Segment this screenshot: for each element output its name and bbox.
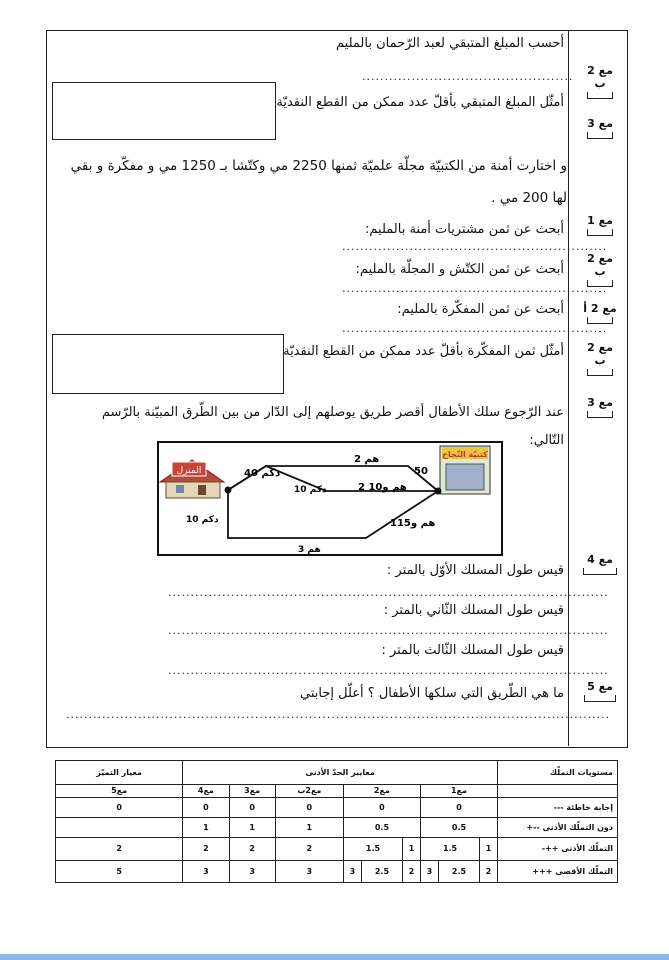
header-min-criteria: معايير الحدّ الأدنى (183, 761, 498, 785)
question-which-route: ما هي الطّريق التي سلكها الأطفال ؟ أعلّل إجابتي (300, 686, 564, 701)
criterion-badge: مع 3 (580, 396, 620, 418)
grading-table: مستويات التملّك معايير الحدّ الأدنى معيار التميّز مع1 مع2 مع2ب مع3 مع4 مع5 إجابة خاطئة --- 0 0 0 0 0 0 دون التملّك الأدنى --+ 0.5 0.5 1 1 1 التملّك الأدنى ++- 1 1.5 1 1.5 2 2 2 2 التملّك الأقصى +++ 2 2.5 3 2 2.5 3 3 3 3 5 (55, 760, 618, 883)
label-10dkm-mid: 10 دكم (294, 485, 327, 495)
row-label: التملّك الأقصى +++ (498, 860, 618, 882)
routes-diagram (156, 440, 506, 558)
answer-dots[interactable]: .................................................................................................. (168, 624, 609, 637)
bookshop-window (446, 464, 484, 490)
answer-dots[interactable]: ........................................................... (342, 282, 608, 295)
label-50: 50 (414, 466, 428, 477)
route-question-line-1: عند الرّجوع سلك الأطفال أقصر طريق يوصلهم إلى الدّار من بين الطّرق المبيّنة بالرّسم (101, 405, 564, 420)
answer-dots[interactable]: .................................................................................................. (168, 586, 609, 599)
header-excellence: معيار التميّز (56, 761, 183, 785)
header-levels: مستويات التملّك (498, 761, 618, 785)
label-10dkm-left: 10 دكم (186, 515, 219, 525)
bottom-bar (0, 954, 669, 960)
answer-dots[interactable]: ........................................................... (342, 240, 608, 253)
coins-answer-box[interactable] (52, 82, 276, 140)
row-label: دون التملّك الأدنى --+ (498, 817, 618, 837)
answer-dots[interactable]: .................................................................................................. (168, 664, 609, 677)
question-remaining-amount: أحسب المبلغ المتبقي لعبد الرّحمان بالمليم (336, 36, 564, 51)
route-question-line-2: التّالي: (529, 433, 564, 448)
criterion-badge: مع 3 (580, 117, 620, 139)
crit-3: مع3 (229, 785, 275, 797)
bookshop-label: كتبيّة النّجاح (442, 450, 488, 459)
label-2hm-10: 2 هم و10 (358, 482, 407, 493)
criterion-badge: مع 5 (580, 680, 620, 702)
story-line-1: و اختارت أمنة من الكتبيّة مجلّة علميّة ثمنها 2250 مي وكتّشا بـ 1250 مي و مفكّرة و بقي (70, 158, 567, 174)
label-3hm: 3 هم (298, 545, 321, 555)
criterion-badge: مع 2 ب (580, 64, 620, 99)
story-line-2: لها 200 مي . (491, 190, 567, 206)
criteria-column-divider (568, 30, 569, 746)
criterion-badge: مع 4 (580, 553, 620, 575)
question-represent-remaining: أمثّل المبلغ المتبقي بأقلّ عدد ممكن من القطع النقديّة (276, 95, 564, 110)
question-purchases: أبحث عن ثمن مشتريات أمنة بالمليم: (365, 222, 564, 237)
crit-2b: مع2ب (275, 785, 343, 797)
criterion-badge: مع 2 أ (580, 302, 620, 324)
answer-dots[interactable]: ............................................... (362, 70, 574, 83)
question-notebook-price: أبحث عن ثمن المفكّرة بالمليم: (397, 302, 564, 317)
question-measure-1: قيس طول المسلك الأوّل بالمتر : (386, 563, 564, 578)
criterion-badge: مع 2 ب (580, 252, 620, 287)
label-1hm15: 1هم و15 (390, 518, 436, 529)
crit-4: مع4 (183, 785, 229, 797)
crit-1: مع1 (420, 785, 497, 797)
question-measure-3: قيس طول المسلك الثّالث بالمتر : (381, 643, 564, 658)
criterion-badge: مع 2 ب (580, 341, 620, 376)
house-label: المنزل (176, 466, 202, 476)
notebook-coins-box[interactable] (52, 334, 284, 394)
question-book-magazine: أبحث عن ثمن الكتّش و المجلّة بالمليم: (355, 262, 564, 277)
answer-dots[interactable]: ......................................................................................................................... (66, 708, 611, 721)
question-represent-notebook: أمثّل ثمن المفكّرة بأقلّ عدد ممكن من القطع النقديّة (283, 344, 564, 359)
label-40: 40 دكم (244, 468, 281, 479)
label-2hm-top: 2 هم (354, 454, 380, 465)
crit-5: مع5 (56, 785, 183, 797)
row-label: إجابة خاطئة --- (498, 797, 618, 817)
answer-dots[interactable]: ........................................................... (342, 322, 608, 335)
crit-2: مع2 (343, 785, 420, 797)
question-measure-2: قيس طول المسلك الثّاني بالمتر : (383, 603, 564, 618)
row-label: التملّك الأدنى ++- (498, 838, 618, 860)
criterion-badge: مع 1 (580, 214, 620, 236)
